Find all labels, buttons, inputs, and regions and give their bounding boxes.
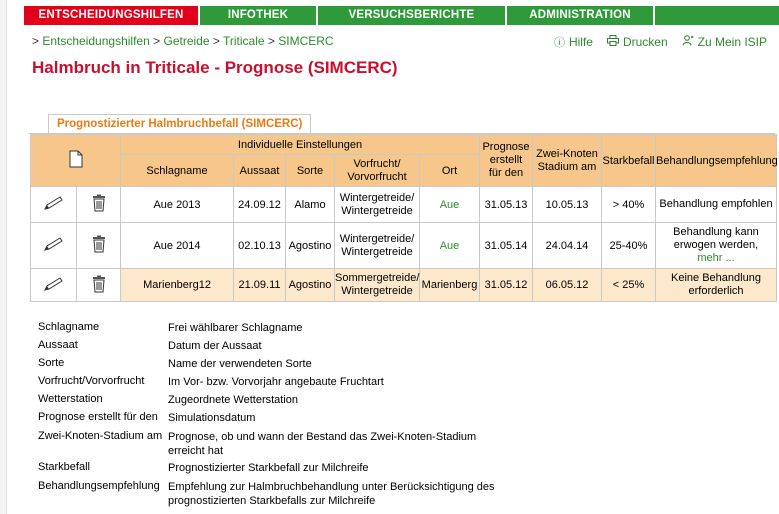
header-prognose: Prognose erstellt für den <box>480 135 533 187</box>
cell-aussaat: 21.09.11 <box>234 269 286 302</box>
cell-vorfrucht: Wintergetreide/ Wintergetreide <box>335 223 420 269</box>
legend-desc: Zugeordnete Wetterstation <box>168 394 299 406</box>
cell-zwei-knoten: 24.04.14 <box>533 223 602 269</box>
cell-empfehlung: Keine Behandlung erforderlich <box>656 269 777 302</box>
header-aussaat: Aussaat <box>234 155 286 187</box>
main-navigation <box>24 6 779 25</box>
cell-sorte: Agostino <box>286 223 335 269</box>
nav-tab-entscheidungshilfen[interactable]: ENTSCHEIDUNGSHILFEN <box>24 6 200 25</box>
person-icon <box>682 35 694 49</box>
nav-tab-administration[interactable]: ADMINISTRATION <box>507 6 655 25</box>
breadcrumb-getreide[interactable]: Getreide <box>163 34 210 48</box>
legend-desc: Prognose, ob und wann der Bestand das Zwei-Knoten-Stadium erreicht hat <box>168 431 477 457</box>
header-zwei-knoten: Zwei-Knoten Stadium am <box>533 135 602 187</box>
left-sidebar-strip <box>0 0 7 514</box>
breadcrumb <box>32 34 334 48</box>
delete-cell <box>77 223 121 269</box>
nav-tab-versuchsberichte[interactable]: VERSUCHSBERICHTE <box>318 6 507 25</box>
trash-icon[interactable] <box>92 194 106 215</box>
legend-desc: Frei wählbarer Schlagname <box>168 322 303 334</box>
cell-prognose: 31.05.13 <box>480 187 533 223</box>
breadcrumb-separator: > <box>153 34 161 48</box>
help-label: Hilfe <box>568 35 593 49</box>
legend-term: Vorfrucht/Vorvorfrucht <box>38 375 145 387</box>
print-link[interactable] <box>607 34 668 50</box>
header-starkbefall: Starkbefall <box>602 135 656 187</box>
header-empfehlung: Behandlungsempfehlung <box>656 135 777 187</box>
section-tab[interactable]: Prognostizierter Halmbruchbefall (SIMCERC) <box>48 114 311 134</box>
pencil-icon[interactable] <box>43 276 65 295</box>
legend-desc: Simulationsdatum <box>168 412 256 424</box>
cell-ort: Aue <box>420 223 480 269</box>
cell-zwei-knoten: 10.05.13 <box>533 187 602 223</box>
more-link[interactable]: mehr ... <box>697 252 735 264</box>
header-schlagname: Schlagname <box>121 155 234 187</box>
legend-term: Starkbefall <box>38 461 90 473</box>
breadcrumb-entscheidungshilfen[interactable]: Entscheidungshilfen <box>42 34 150 48</box>
header-vorfrucht: Vorfrucht/ Vorvorfrucht <box>335 155 420 187</box>
legend-term: Aussaat <box>38 339 78 351</box>
trash-icon[interactable] <box>92 275 106 296</box>
table-row <box>31 269 777 302</box>
header-sorte: Sorte <box>286 155 335 187</box>
cell-vorfrucht: Sommergetreide/ Wintergetreide <box>335 269 420 302</box>
group-header-individual-settings: Individuelle Einstellungen <box>121 135 480 155</box>
legend-term: Sorte <box>38 357 65 369</box>
cell-ort: Marienberg <box>420 269 480 302</box>
edit-cell <box>31 269 77 302</box>
table-header-row-1 <box>31 135 777 155</box>
pencil-icon[interactable] <box>43 195 65 214</box>
legend-desc: Im Vor- bzw. Vorvorjahr angebaute Fruchtart <box>168 376 384 388</box>
cell-schlagname: Aue 2013 <box>121 187 234 223</box>
delete-cell <box>77 187 121 223</box>
my-isip-label: Zu Mein ISIP <box>697 35 767 49</box>
delete-cell <box>77 269 121 302</box>
page-tools <box>554 34 767 50</box>
cell-ort: Aue <box>420 187 480 223</box>
breadcrumb-separator: > <box>212 34 220 48</box>
cell-empfehlung <box>656 223 777 269</box>
help-icon: ⓘ <box>553 37 565 49</box>
breadcrumb-triticale[interactable]: Triticale <box>223 34 265 48</box>
breadcrumb-separator: > <box>267 34 275 48</box>
legend-term: Prognose erstellt für den <box>38 411 158 423</box>
edit-cell <box>31 187 77 223</box>
legend-desc: Name der verwendeten Sorte <box>168 358 312 370</box>
legend-term: Schlagname <box>38 321 100 333</box>
cell-starkbefall: > 40% <box>602 187 656 223</box>
cell-schlagname: Aue 2014 <box>121 223 234 269</box>
cell-prognose: 31.05.12 <box>480 269 533 302</box>
legend-term: Behandlungsempfehlung <box>38 480 160 492</box>
table-row <box>31 223 777 269</box>
nav-tab-infothek[interactable]: INFOTHEK <box>200 6 318 25</box>
cell-zwei-knoten: 06.05.12 <box>533 269 602 302</box>
help-link[interactable] <box>554 34 593 50</box>
page-title: Halmbruch in Triticale - Prognose (SIMCERC) <box>32 58 398 77</box>
my-isip-link[interactable] <box>682 34 767 50</box>
legend-desc: Datum der Aussaat <box>168 340 262 352</box>
cell-sorte: Agostino <box>286 269 335 302</box>
forecast-table <box>30 134 777 302</box>
cell-sorte: Alamo <box>286 187 335 223</box>
legend-desc: Empfehlung zur Halmbruchbehandlung unter Berücksichtigung des prognostizierten Starkbefalls zur Milchreife <box>168 481 495 507</box>
breadcrumb-separator: > <box>32 34 40 48</box>
cell-schlagname: Marienberg12 <box>121 269 234 302</box>
cell-prognose: 31.05.14 <box>480 223 533 269</box>
cell-starkbefall: < 25% <box>602 269 656 302</box>
printer-icon <box>607 35 619 49</box>
edit-cell <box>31 223 77 269</box>
new-entry-header <box>31 135 121 187</box>
legend-term: Zwei-Knoten-Stadium am <box>38 430 163 442</box>
pencil-icon[interactable] <box>43 236 65 255</box>
cell-aussaat: 02.10.13 <box>234 223 286 269</box>
header-ort: Ort <box>420 155 480 187</box>
print-label: Drucken <box>622 35 668 49</box>
cell-empfehlung: Behandlung empfohlen <box>656 187 777 223</box>
nav-filler <box>655 6 779 25</box>
cell-starkbefall: 25-40% <box>602 223 656 269</box>
empfehlung-text: Behandlung kann erwogen werden, <box>673 226 759 251</box>
legend-term: Wetterstation <box>38 393 103 405</box>
trash-icon[interactable] <box>92 235 106 256</box>
cell-vorfrucht: Wintergetreide/ Wintergetreide <box>335 187 420 223</box>
breadcrumb-simcerc[interactable]: SIMCERC <box>278 34 334 48</box>
table-row <box>31 187 777 223</box>
document-icon[interactable] <box>69 150 83 171</box>
cell-aussaat: 24.09.12 <box>234 187 286 223</box>
legend-desc: Prognostizierter Starkbefall zur Milchreife <box>168 462 369 474</box>
